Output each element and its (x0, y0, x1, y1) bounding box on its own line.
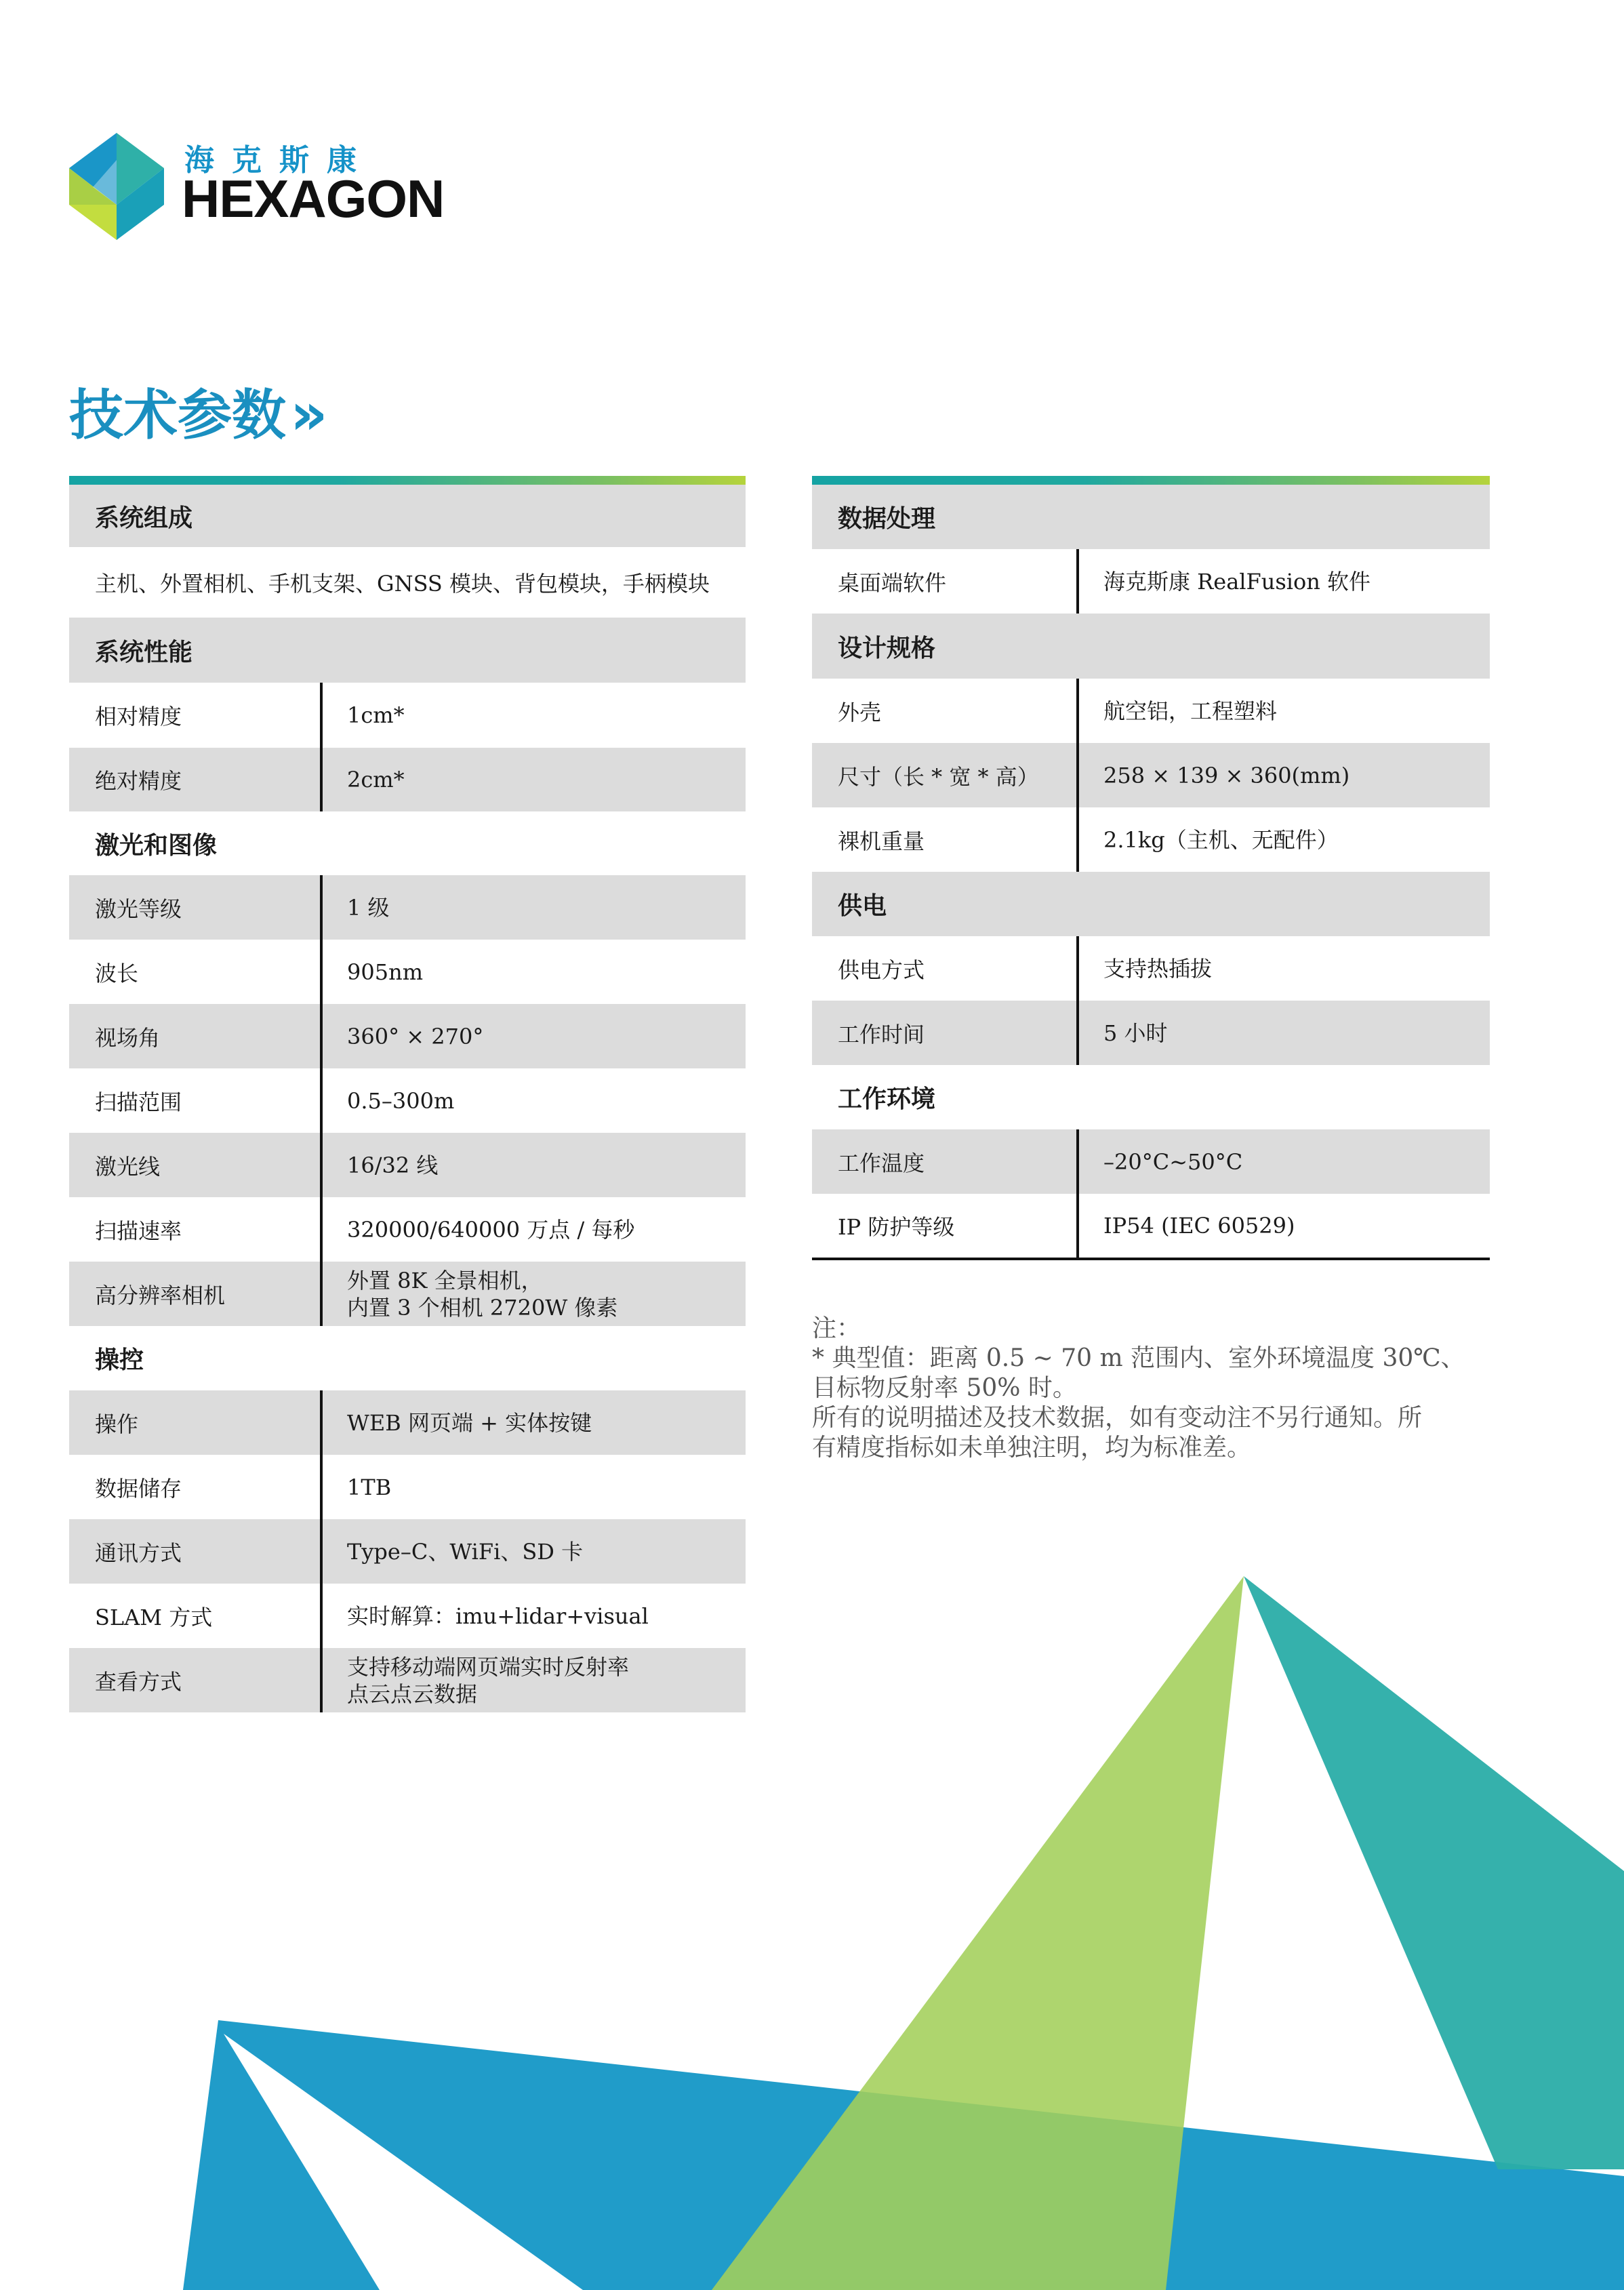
table-row (69, 940, 746, 1004)
table-row (69, 1584, 746, 1648)
row-value: 360° × 270° (347, 1023, 484, 1049)
column-divider (320, 1133, 323, 1197)
section-header-environment: 工作环境 (838, 1085, 936, 1113)
row-value: 2.1kg（主机、无配件） (1103, 826, 1339, 853)
section-header-control: 操控 (95, 1346, 144, 1374)
column-divider (320, 1390, 323, 1455)
row-value (323, 1267, 746, 1321)
table-row (69, 748, 746, 811)
row-value: 1TB (347, 1474, 392, 1500)
table-row (69, 1004, 746, 1068)
row-label: IP 防护等级 (838, 1214, 955, 1240)
row-value: 1 级 (347, 894, 390, 921)
column-divider (1076, 743, 1079, 807)
column-divider (320, 1648, 323, 1712)
row-label: 工作温度 (838, 1150, 925, 1176)
section-header-system: 系统组成 (69, 485, 746, 547)
row-label: 高分辨率相机 (95, 1282, 226, 1308)
row-label: 外壳 (838, 699, 882, 725)
table-row (69, 1262, 746, 1326)
section-header-performance: 系统性能 (69, 618, 746, 683)
row-value-line-2: 内置 3 个相机 2720W 像素 (347, 1294, 618, 1321)
row-label: 查看方式 (95, 1668, 182, 1695)
row-label: 视场角 (95, 1024, 161, 1051)
page-title-text: 技术参数 (69, 384, 286, 447)
row-value: 5 小时 (1103, 1020, 1168, 1046)
row-label: 扫描速率 (95, 1218, 182, 1244)
note-line: * 典型值：距离 0.5 ~ 70 m 范围内、室外环境温度 30℃、 (812, 1344, 1465, 1372)
row-label: 桌面端软件 (838, 569, 947, 596)
row-label: 操作 (95, 1411, 139, 1437)
page-title (69, 371, 328, 449)
column-divider (1076, 1194, 1079, 1258)
column-divider (320, 748, 323, 811)
hexagon-logo (69, 133, 445, 241)
row-label: 波长 (95, 960, 139, 986)
table-row (69, 683, 746, 748)
row-value-line-1: 支持移动端网页端实时反射率 (347, 1653, 630, 1680)
table-row (69, 1068, 746, 1133)
row-label: 激光等级 (95, 896, 182, 922)
column-divider (320, 1455, 323, 1519)
table-row (69, 1648, 746, 1712)
row-label: 工作时间 (838, 1021, 925, 1047)
table-row (69, 1390, 746, 1455)
row-value: 航空铝，工程塑料 (1103, 698, 1278, 724)
row-label: 扫描范围 (95, 1089, 182, 1115)
column-divider (320, 1584, 323, 1648)
section-header-power: 供电 (812, 872, 1490, 936)
table-row (812, 549, 1490, 614)
table-row (69, 1519, 746, 1584)
column-divider (1076, 1001, 1079, 1065)
row-label: 尺寸（长 * 宽 * 高） (838, 763, 1039, 790)
column-divider (1076, 807, 1079, 872)
table-row (812, 807, 1490, 872)
table-row (812, 1001, 1490, 1065)
row-value-line-2: 点云点云数据 (347, 1681, 478, 1707)
row-label: 绝对精度 (95, 768, 182, 794)
row-label: 相对精度 (95, 704, 182, 729)
row-label: 裸机重量 (838, 828, 925, 854)
table-row (812, 679, 1490, 743)
row-value (323, 1653, 746, 1708)
column-divider (1076, 1129, 1079, 1194)
row-label: 供电方式 (838, 957, 925, 983)
table-row (812, 743, 1490, 807)
column-divider (320, 875, 323, 940)
row-value: 支持热插拔 (1103, 955, 1213, 982)
spec-table-left (69, 476, 746, 1712)
column-divider (320, 1068, 323, 1133)
row-label: SLAM 方式 (95, 1604, 213, 1630)
row-value: 16/32 线 (347, 1152, 439, 1178)
spec-table-right (812, 476, 1490, 1260)
note-line: 有精度指标如未单独注明，均为标准差。 (812, 1434, 1252, 1462)
section-header-design: 设计规格 (812, 614, 1490, 679)
note-line: 目标物反射率 50% 时。 (812, 1374, 1077, 1402)
row-value: 905nm (347, 959, 424, 985)
table-row (69, 875, 746, 940)
footnotes (812, 1314, 1497, 1463)
table-row (69, 1133, 746, 1197)
system-composition-text: 主机、外置相机、手机支架、GNSS 模块、背包模块，手柄模块 (95, 571, 710, 597)
double-chevron-icon: » (290, 380, 328, 448)
column-divider (320, 1004, 323, 1068)
row-value: IP54 (IEC 60529) (1103, 1213, 1295, 1239)
table-bottom-rule (812, 1258, 1490, 1260)
note-line: 所有的说明描述及技术数据，如有变动注不另行通知。所 (812, 1404, 1423, 1432)
column-divider (1076, 549, 1079, 614)
column-divider (1076, 936, 1079, 1001)
row-value: 258 × 139 × 360(mm) (1103, 762, 1350, 788)
column-divider (320, 683, 323, 748)
row-value: 海克斯康 RealFusion 软件 (1103, 568, 1371, 595)
column-divider (320, 1262, 323, 1326)
row-value: –20°C~50°C (1103, 1148, 1243, 1175)
section-header-laser: 激光和图像 (95, 831, 218, 860)
column-divider (320, 1519, 323, 1584)
table-row (812, 936, 1490, 1001)
green-triangle-shape (712, 1576, 1244, 2290)
note-line: 注： (812, 1314, 861, 1342)
row-value-line-1: 外置 8K 全景相机， (347, 1267, 543, 1293)
row-value: 320000/640000 万点 / 每秒 (347, 1216, 635, 1243)
column-divider (320, 1197, 323, 1262)
table-row (69, 1455, 746, 1519)
row-value: 2cm* (347, 767, 405, 792)
row-value: 0.5–300m (347, 1087, 455, 1114)
section-header-data-processing: 数据处理 (812, 485, 1490, 549)
row-label: 激光线 (95, 1153, 161, 1180)
column-divider (320, 940, 323, 1004)
logo-english-text: HEXAGON (182, 169, 445, 228)
column-divider (1076, 679, 1079, 743)
logo-chinese-text: 海克斯康 (184, 143, 374, 178)
row-value: 实时解算：imu+lidar+visual (347, 1603, 649, 1629)
table-row (812, 1194, 1490, 1258)
hexagon-logo-mark-icon (69, 133, 164, 240)
row-label: 通讯方式 (95, 1540, 182, 1566)
row-label: 数据储存 (95, 1475, 182, 1502)
row-value: 1cm* (347, 702, 405, 728)
gradient-top-bar (812, 476, 1490, 485)
table-row (812, 1129, 1490, 1194)
row-value: WEB 网页端 + 实体按键 (347, 1409, 592, 1436)
table-row (69, 1197, 746, 1262)
row-value: Type–C、WiFi、SD 卡 (347, 1538, 584, 1565)
gradient-top-bar (69, 476, 746, 485)
